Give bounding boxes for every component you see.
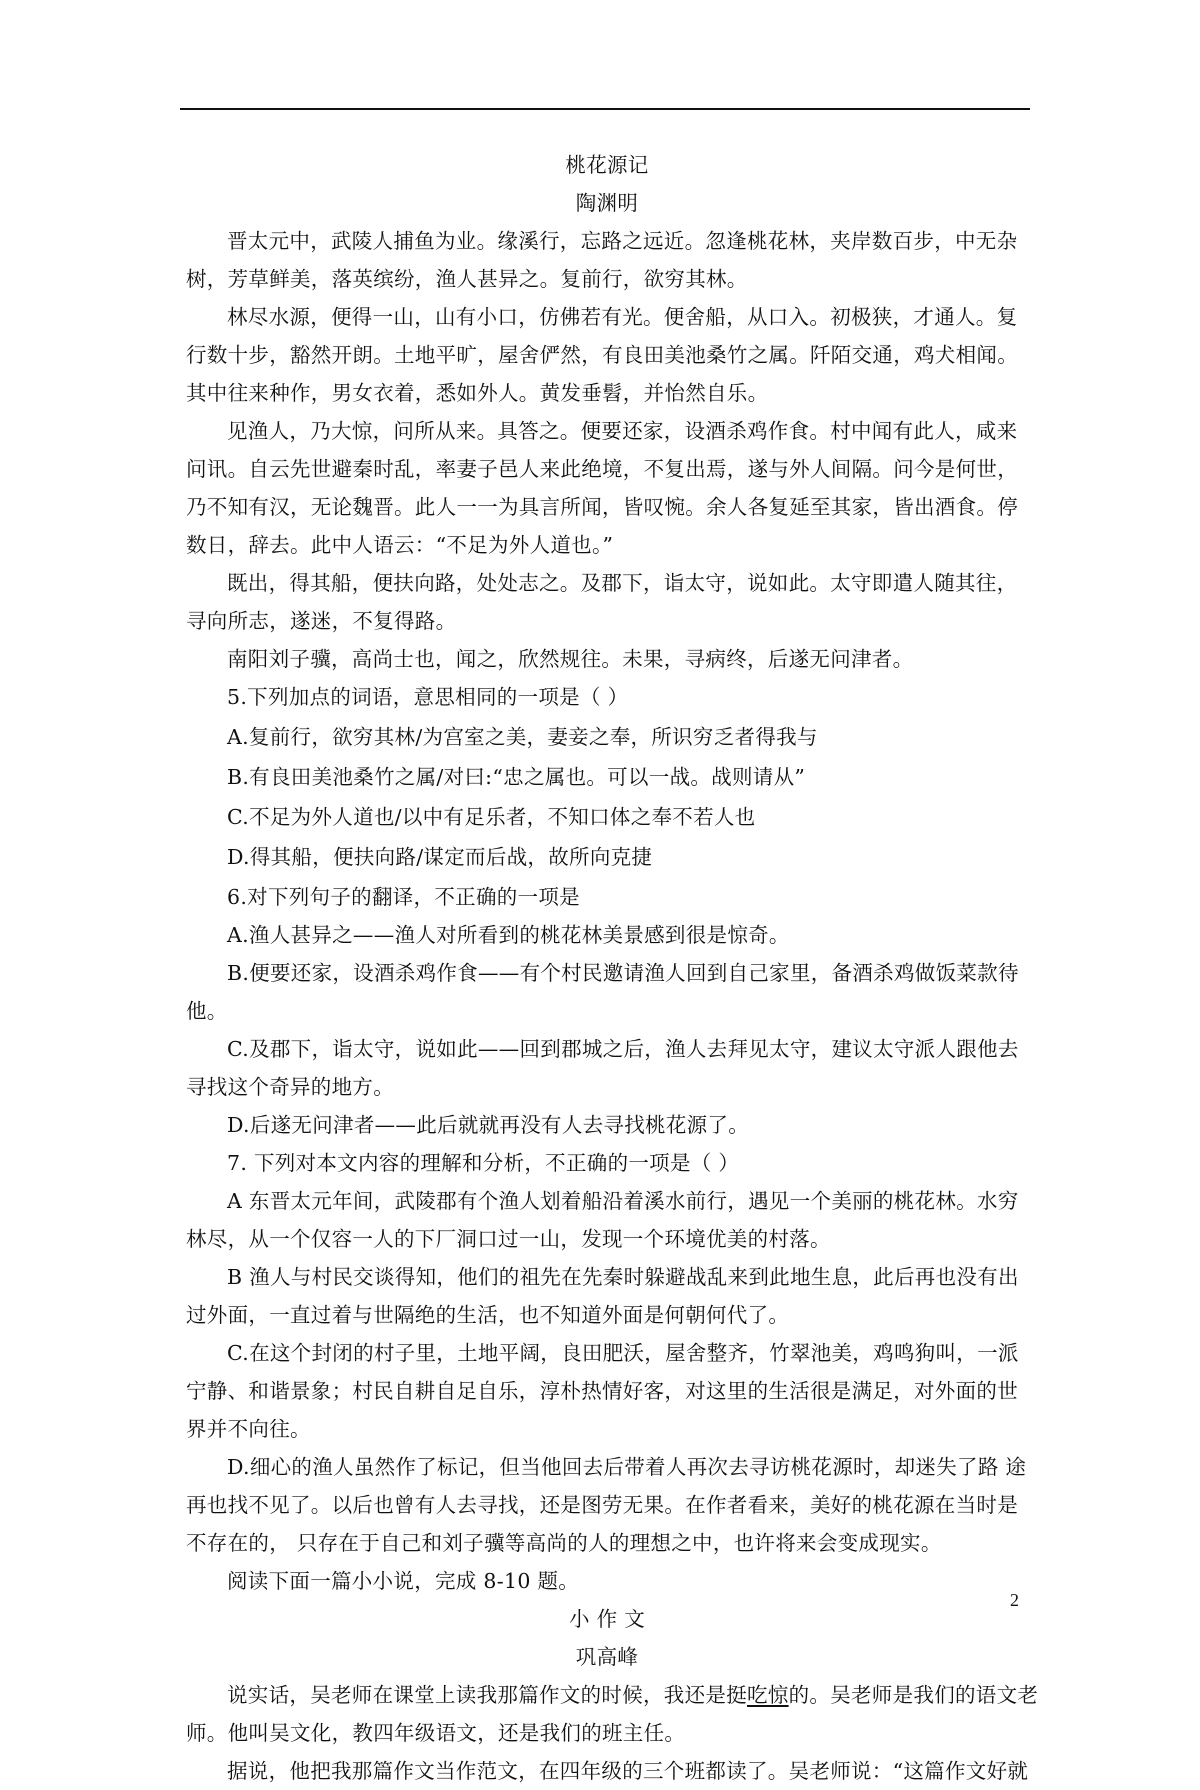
paragraph-line: 林尽水源，便得一山，山有小口，仿佛若有光。便舍船，从口入。初极狭，才通人。复 bbox=[227, 305, 1018, 329]
reading-intro: 阅读下面一篇小小说，完成 8-10 题。 bbox=[227, 1569, 580, 1593]
question-7-option-d-cont: 不存在的， 只存在于自己和刘子骥等高尚的人的理想之中，也许将来会变成现实。 bbox=[186, 1531, 942, 1555]
question-6-option-c: C.及郡下，诣太守，说如此——回到郡城之后，渔人去拜见太守，建议太守派人跟他去 bbox=[227, 1037, 1019, 1061]
question-6-option-b-cont: 他。 bbox=[186, 999, 228, 1023]
underlined-word: 吃惊 bbox=[747, 1683, 789, 1707]
story-paragraph-line: 师。他叫吴文化，教四年级语文，还是我们的班主任。 bbox=[186, 1721, 686, 1745]
story-paragraph-line bbox=[186, 1676, 1039, 1714]
question-7-option-a-cont: 林尽，从一个仅容一人的下厂洞口过一山，发现一个环境优美的村落。 bbox=[186, 1227, 831, 1251]
question-7-option-a: A 东晋太元年间，武陵郡有个渔人划着船沿着溪水前行，遇见一个美丽的桃花林。水穷 bbox=[227, 1189, 1019, 1213]
question-5-option-d: D.得其船，便扶向路/谋定而后战，故所向克捷 bbox=[227, 845, 653, 869]
document-body bbox=[186, 146, 1039, 1790]
question-7-option-c-cont: 宁静、和谐景象；村民自耕自足自乐，淳朴热情好客，对这里的生活很是满足，对外面的世 bbox=[186, 1379, 1018, 1403]
question-6-option-c-cont: 寻找这个奇异的地方。 bbox=[186, 1075, 394, 1099]
question-6-option-d: D.后遂无问津者——此后就就再没有人去寻找桃花源了。 bbox=[227, 1113, 750, 1137]
paragraph-line: 晋太元中，武陵人捕鱼为业。缘溪行，忘路之远近。忽逢桃花林，夹岸数百步，中无杂 bbox=[227, 229, 1018, 253]
essay-title: 桃花源记 bbox=[565, 153, 649, 177]
question-6-option-a: A.渔人甚异之——渔人对所看到的桃花林美景感到很是惊奇。 bbox=[227, 923, 790, 947]
story-author: 巩高峰 bbox=[575, 1645, 639, 1669]
story-text: 说实话，吴老师在课堂上读我那篇作文的时候，我还是挺 bbox=[227, 1683, 747, 1707]
question-6-option-b: B.便要还家，设酒杀鸡作食——有个村民邀请渔人回到自己家里，备酒杀鸡做饭菜款待 bbox=[227, 961, 1019, 985]
question-7-option-c-cont: 界并不向往。 bbox=[186, 1417, 311, 1441]
question-5-stem: 5.下列加点的词语，意思相同的一项是（ ） bbox=[227, 685, 629, 709]
essay-author: 陶渊明 bbox=[575, 191, 639, 215]
paragraph-line: 既出，得其船，便扶向路，处处志之。及郡下，诣太守，说如此。太守即遣人随其往， bbox=[227, 571, 1018, 595]
paragraph-line: 乃不知有汉，无论魏晋。此人一一为具言所闻，皆叹惋。余人各复延至其家，皆出酒食。停 bbox=[186, 495, 1018, 519]
question-7-option-d-cont: 再也找不见了。以后也曾有人去寻找，还是图劳无果。在作者看来，美好的桃花源在当时是 bbox=[186, 1493, 1018, 1517]
story-title: 小 作 文 bbox=[568, 1607, 646, 1631]
page-number: 2 bbox=[1010, 1590, 1019, 1610]
header-rule bbox=[180, 108, 1030, 110]
question-6-stem: 6.对下列句子的翻译，不正确的一项是 bbox=[227, 885, 580, 909]
question-7-stem: 7. 下列对本文内容的理解和分析，不正确的一项是（ ） bbox=[227, 1151, 740, 1175]
paragraph-line: 寻向所志，遂迷，不复得路。 bbox=[186, 609, 457, 633]
question-7-option-d: D.细心的渔人虽然作了标记，但当他回去后带着人再次去寻访桃花源时，却迷失了路 途 bbox=[227, 1455, 1027, 1479]
paragraph-line: 数日，辞去。此中人语云：“不足为外人道也。” bbox=[186, 533, 614, 557]
paragraph-line: 行数十步，豁然开朗。土地平旷，屋舍俨然，有良田美池桑竹之属。阡陌交通，鸡犬相闻。 bbox=[186, 343, 1018, 367]
question-5-option-b: B.有良田美池桑竹之属/对曰:“忠之属也。可以一战。战则请从” bbox=[227, 765, 806, 789]
story-text: 的。吴老师是我们的语文老 bbox=[788, 1683, 1039, 1707]
question-7-option-b-cont: 过外面，一直过着与世隔绝的生活，也不知道外面是何朝何代了。 bbox=[186, 1303, 790, 1327]
question-5-option-c: C.不足为外人道也/以中有足乐者，不知口体之奉不若人也 bbox=[227, 805, 756, 829]
paragraph-line: 其中往来种作，男女衣着，悉如外人。黄发垂髫，并怡然自乐。 bbox=[186, 381, 769, 405]
question-5-option-a: A.复前行，欲穷其林/为宫室之美，妻妾之奉，所识穷乏者得我与 bbox=[227, 725, 818, 749]
paragraph-line: 树，芳草鲜美，落英缤纷，渔人甚异之。复前行，欲穷其林。 bbox=[186, 267, 748, 291]
paragraph-line: 问讯。自云先世避秦时乱，率妻子邑人来此绝境，不复出焉，遂与外人间隔。问今是何世， bbox=[186, 457, 1018, 481]
question-7-option-c: C.在这个封闭的村子里，土地平阔，良田肥沃，屋舍整齐，竹翠池美，鸡鸣狗叫，一派 bbox=[227, 1341, 1019, 1365]
paragraph-line: 见渔人，乃大惊，问所从来。具答之。便要还家，设酒杀鸡作食。村中闻有此人，咸来 bbox=[227, 419, 1018, 443]
story-paragraph-line: 据说，他把我那篇作文当作范文，在四年级的三个班都读了。吴老师说：“这篇作文好就 bbox=[227, 1759, 1029, 1783]
paragraph-line: 南阳刘子骥，高尚士也，闻之，欣然规往。未果，寻病终，后遂无问津者。 bbox=[227, 647, 914, 671]
question-7-option-b: B 渔人与村民交谈得知，他们的祖先在先秦时躲避战乱来到此地生息，此后再也没有出 bbox=[227, 1265, 1019, 1289]
